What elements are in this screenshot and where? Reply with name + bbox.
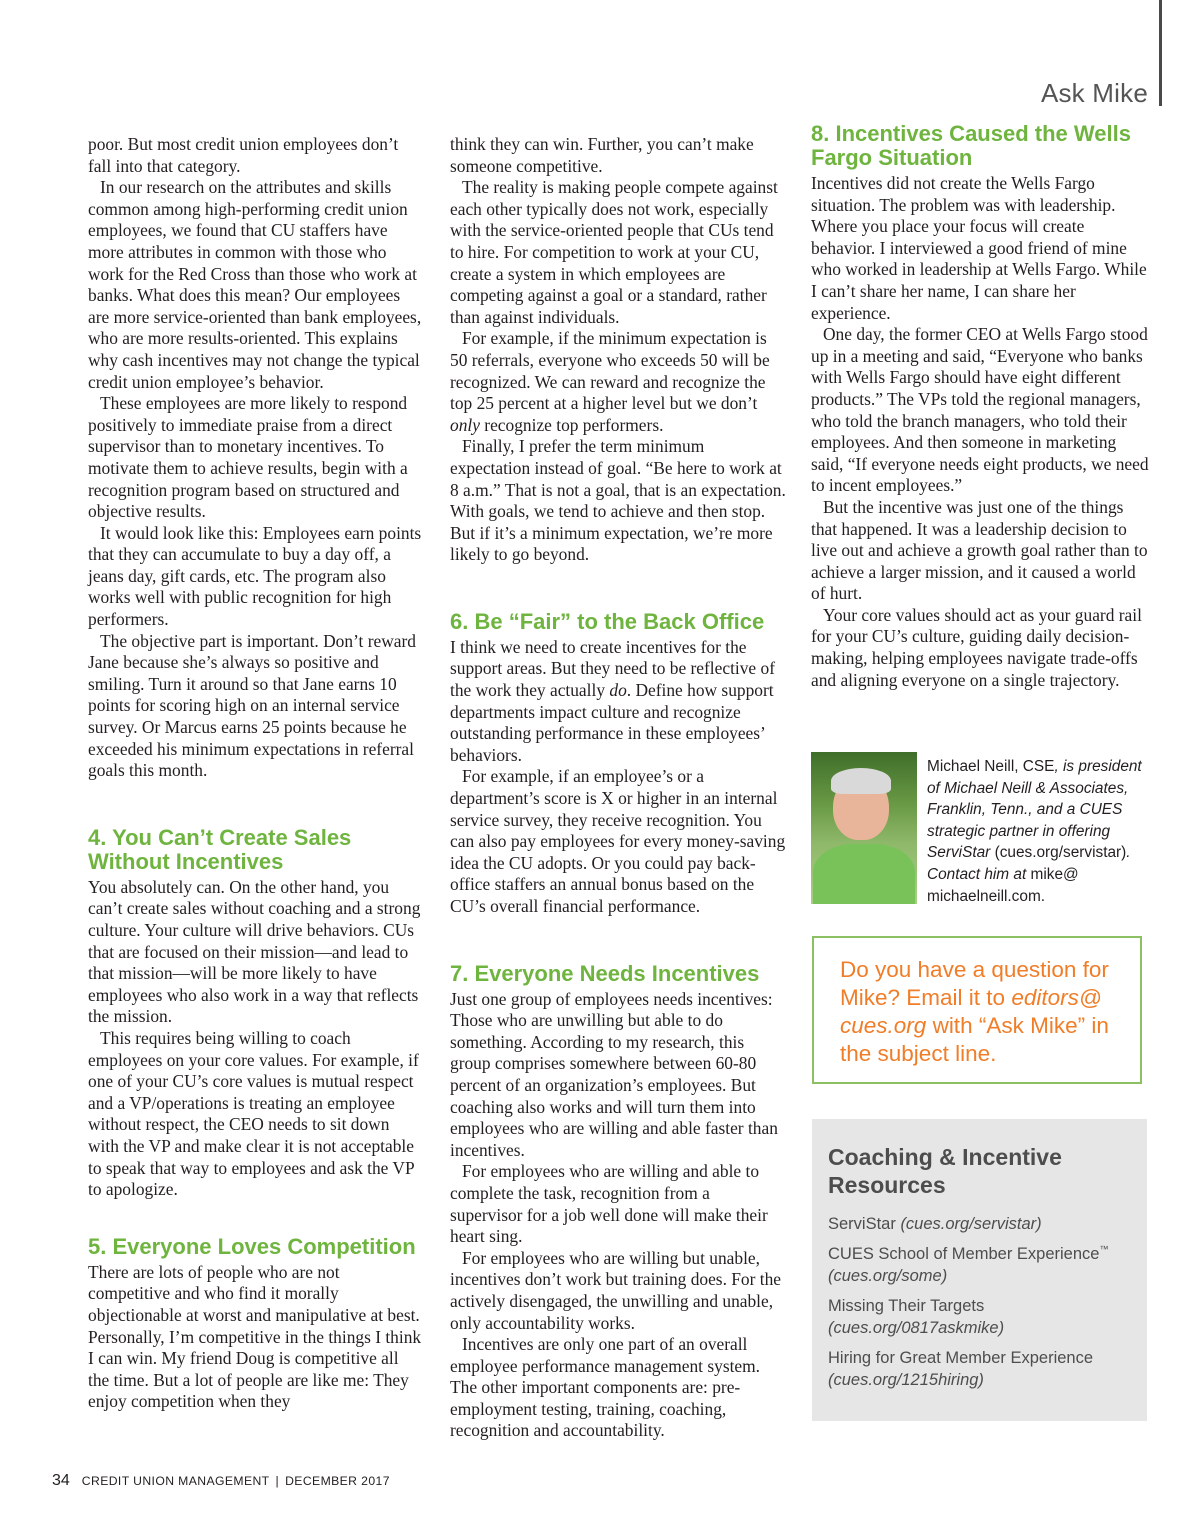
spacer [88, 782, 424, 826]
paragraph: Just one group of employees needs incentives: Those who are unwilling but able to do something. According to my research, this group comprises somewhere between 60-80 percent of an organization’s employees. But coaching also works and will turn them into employees who are willing and able faster than incentives. [450, 988, 778, 1160]
paragraph: But the incentive was just one of the things that happened. It was a leadership decision to live out and achieve a growth goal rather than to achieve a larger mission, and it caused a world of hurt. [811, 496, 1148, 604]
column-3 [811, 122, 1149, 691]
resources-title: Coaching & Incentive Resources [828, 1144, 1062, 1198]
issue-date: DECEMBER 2017 [285, 1474, 390, 1488]
paragraph: Incentives are only one part of an overall employee performance management system. The other important components are: pre-employment testing, training, coaching, recognition and accountability. [450, 1334, 761, 1441]
spacer [450, 918, 786, 962]
resource-link[interactable]: (cues.org/servistar) [900, 1215, 1042, 1233]
page-footer [52, 1472, 390, 1490]
column-2 [450, 134, 786, 1442]
question-callout [812, 936, 1142, 1084]
editors-email-link[interactable]: editors@ cues.org [840, 985, 1102, 1038]
paragraph: You absolutely can. On the other hand, you can’t create sales without coaching and a strong culture. Your culture will drive behaviors. CUs that are focused on their mission—and lead to that mission—will be more likely to have employees who also work in a way that reflects the mission. [88, 876, 421, 1027]
text-run: For example, if the minimum expectation is 50 referrals, everyone who exceeds 50 will be recognized. We can reward and recognize the top 25 percent at a higher level but we don’t [450, 328, 770, 414]
resource-name: Missing Their Targets [828, 1297, 985, 1315]
resource-name: CUES School of Member Experience [828, 1245, 1100, 1263]
paragraph: In our research on the attributes and skills common among high-performing credit union employees, we found that CU staffers have more attributes in common with those who work for the Red Cross than those who work at banks. What does this mean? Our employees are more service-oriented than bank employees, who are more results-oriented. This explains why cash incentives may not change the typical credit union employee’s behavior. [88, 177, 422, 392]
paragraph: One day, the former CEO at Wells Fargo stood up in a meeting and said, “Everyone who banks with Wells Fargo should have eight different products.” The VPs told the regional managers, who told the branch managers, who told their employees. And then someone in marketing said, “If everyone needs eight products, we need to incent employees.” [811, 324, 1149, 496]
section-title: Ask Mike [1040, 78, 1148, 108]
heading-8: 8. Incentives Caused the Wells Fargo Situation [811, 121, 1131, 170]
author-name: Michael Neill, CSE [927, 758, 1055, 775]
resource-name: Hiring for Great Member Experience [828, 1349, 1094, 1367]
author-photo [811, 752, 917, 904]
text-run: recognize top performers. [479, 414, 664, 435]
paragraph: The objective part is important. Don’t reward Jane because she’s always so positive and smiling. Turn it around so that Jane earns 10 points for scoring high on an internal service survey. Or Marcus earns 25 points because he exceeded his minimum expectations in referral goals this month. [88, 630, 416, 781]
paragraph: Your core values should act as your guard rail for your CU’s culture, guiding daily decision-making, helping employees navigate trade-offs and aligning everyone on a single trajectory. [811, 604, 1142, 690]
resource-link[interactable]: (cues.org/1215hiring) [828, 1371, 984, 1389]
publication-name: CREDIT UNION MANAGEMENT [81, 1474, 270, 1488]
bio-period: . [1040, 887, 1046, 905]
resource-item[interactable] [828, 1295, 1131, 1339]
trademark-mark: ™ [1099, 1244, 1109, 1254]
paragraph: These employees are more likely to respond positively to immediate praise from a direct supervisor than to monetary incentives. To motivate them to achieve results, begin with a recognition program based on structured and objective results. [88, 393, 408, 522]
author-role: , is president of Michael Neill & Associates, Franklin, Tenn., and a CUES strategic partner in offering ServiStar [927, 758, 1142, 862]
paragraph: Incentives did not create the Wells Fargo situation. The problem was with leadership. Where you place your focus will create behavior. I interviewed a good friend of mine who worked in leadership at Wells Fargo. While I can’t share her name, I can share her experience. [811, 173, 1147, 323]
paragraph [450, 328, 786, 436]
author-bio [811, 752, 1151, 904]
resource-item[interactable] [828, 1347, 1131, 1391]
resource-link[interactable]: (cues.org/some) [828, 1267, 948, 1285]
resources-box [812, 1119, 1147, 1421]
author-email-link[interactable]: mike@ michaelneill.com [927, 865, 1079, 905]
photo-hair-shape [831, 768, 891, 794]
contact-label: . Contact him at [927, 844, 1131, 883]
paragraph: This requires being willing to coach employees on your core values. For example, if one of your CU’s core values is mutual respect and a VP/operations is treating an employee without respect, the CEO needs to sit down with the VP and make clear it is not acceptable to speak that way to employees and ask the VP to apologize. [88, 1027, 419, 1200]
photo-shirt-shape [813, 844, 915, 904]
spacer [88, 1201, 424, 1235]
paragraph: The reality is making people compete against each other typically does not work, especially with the service-oriented people that CUs tend to hire. For competition to work at your CU, create a system in which employees are competing against a goal or a standard, rather than against individuals. [450, 177, 778, 327]
resource-item[interactable] [828, 1243, 1131, 1287]
question-text-end: with “Ask Mike” in the subject line. [840, 1013, 1109, 1066]
servistar-link[interactable]: (cues.org/servistar) [990, 844, 1127, 862]
spacer [450, 566, 786, 610]
heading-6: 6. Be “Fair” to the Back Office [450, 608, 765, 634]
paragraph: For employees who are willing and able to complete the task, recognition from a supervisor for a job well done will make their heart sing. [450, 1161, 768, 1247]
paragraph: It would look like this: Employees earn points that they can accumulate to buy a day off, a jeans day, gift cards, etc. The program also works well with public recognition for high performers. [88, 522, 422, 630]
author-bio-text [927, 756, 1153, 907]
paragraph: think they can win. Further, you can’t make someone competitive. [450, 134, 754, 176]
heading-4: 4. You Can’t Create Sales Without Incentives [88, 824, 352, 874]
text-run: I think we need to create incentives for the support areas. But they need to be reflective of the work they actually [450, 636, 775, 701]
emphasis: only [450, 414, 480, 435]
resource-name: ServiStar [828, 1215, 901, 1233]
resource-item[interactable] [828, 1213, 1131, 1235]
paragraph [450, 637, 786, 767]
page-number: 34 [52, 1472, 70, 1489]
paragraph: poor. But most credit union employees don’t fall into that category. [88, 134, 399, 176]
paragraph: For employees who are willing but unable, incentives don’t work but training does. For the actively disengaged, the unwilling and unable, only accountability works. [450, 1247, 782, 1333]
paragraph: There are lots of people who are not competitive and who find it morally objectionable at worst and manipulative at best. Personally, I’m competitive in the things I think I can win. My friend Doug is competitive all the time. But a lot of people are like me: They enjoy competition when they [88, 1261, 422, 1412]
heading-5: 5. Everyone Loves Competition [88, 1233, 416, 1259]
resource-link[interactable]: (cues.org/0817askmike) [828, 1319, 1005, 1337]
header-rule [1159, 0, 1162, 106]
heading-7: 7. Everyone Needs Incentives [450, 960, 760, 986]
column-1 [88, 134, 424, 1413]
paragraph: Finally, I prefer the term minimum expectation instead of goal. “Be here to work at 8 a.m.” That is not a goal, that is an expectation. With goals, we tend to achieve and then stop. But if it’s a minimum expectation, we’re more likely to go beyond. [450, 436, 786, 565]
question-text: Do you have a question for Mike? Email it to [840, 957, 1109, 1010]
paragraph: For example, if an employee’s or a department’s score is X or higher in an internal service survey, they receive recognition. You can also pay employees for every money-saving idea the CU adopts. Or you could pay back-office staffers an annual bonus based on the CU’s overall financial performance. [450, 766, 786, 916]
emphasis: do [609, 680, 627, 701]
footer-divider: | [275, 1474, 280, 1488]
text-run: . Define how support departments impact culture and recognize outstanding performance in these employees’ behaviors. [450, 680, 774, 765]
